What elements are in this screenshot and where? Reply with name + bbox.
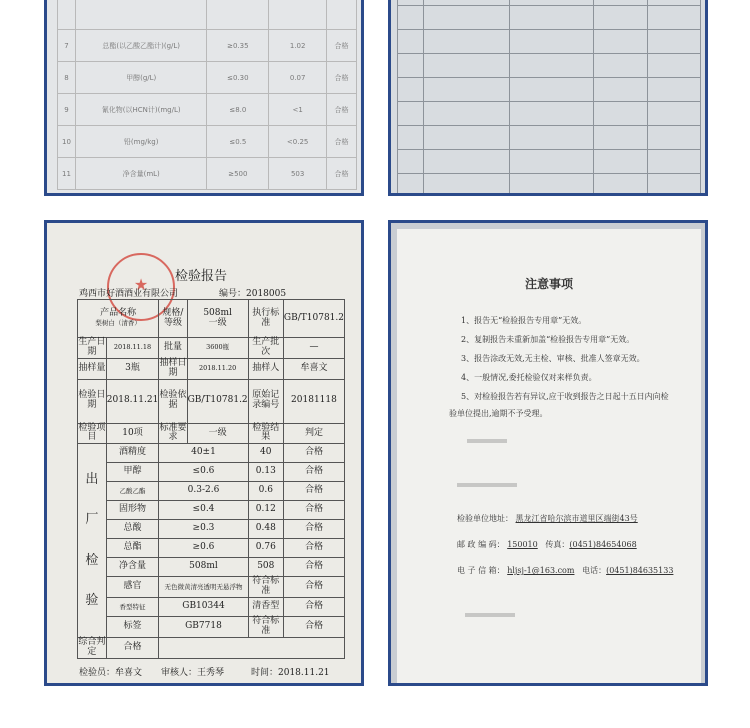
cell-name: 甲醇(g/L) (75, 62, 206, 94)
cell-name: 净含量(mL) (75, 158, 206, 190)
notice-item: 5、对检验报告若有异议,应于收到报告之日起十五日内向检 (461, 392, 669, 401)
cell-item: 净含量 (106, 558, 159, 577)
continuation-row (58, 126, 357, 158)
cell-result: 符合标准 (248, 577, 283, 598)
continuation-table (57, 0, 357, 190)
test-row (78, 463, 345, 482)
cell-item: 香型特征 (106, 598, 159, 617)
test-row (78, 520, 345, 539)
sample-qty-label: 抽样量 (78, 358, 107, 379)
items-count: 10项 (106, 423, 159, 444)
test-row (78, 539, 345, 558)
test-row (78, 577, 345, 598)
cell-req: ≤0.30 (207, 62, 269, 94)
overall-value: 合格 (106, 637, 159, 658)
photo-table-continuation (44, 0, 364, 196)
test-row (78, 558, 345, 577)
notice-item: 4、一般情况,委托检验仅对来样负责。 (461, 373, 597, 382)
cell-name: 总酯(以乙酸乙酯计)(g/L) (75, 30, 206, 62)
cell-item: 感官 (106, 577, 159, 598)
spec-value: 508ml 一级 (187, 300, 248, 338)
cell-req: 508ml (159, 558, 248, 577)
cell-judge: 合格 (283, 520, 344, 539)
cell-req: ≤0.6 (159, 463, 248, 482)
cell-judge: 合格 (327, 126, 357, 158)
cell-no: 11 (58, 158, 76, 190)
photo-inspection-report (44, 220, 364, 686)
cell-judge: 合格 (327, 62, 357, 94)
req-header: 标准要求 (159, 422, 187, 443)
notice-title: 注意事项 (524, 277, 573, 291)
overall-label: 综合判定 (78, 636, 106, 657)
result-header: 检验结果 (248, 423, 283, 444)
cell-item: 乙酸乙酯 (106, 482, 159, 501)
cell-no: 9 (58, 94, 76, 126)
email-phone-line: 电 子 信 箱： hljsj-1@163.com 电话：(0451)84635133 (457, 566, 674, 575)
product-name-label: 产品名称 梨树白（清香） (78, 300, 159, 338)
cell-req: GB7718 (159, 617, 248, 638)
cell-req: 0.3-2.6 (159, 482, 248, 501)
batch-qty-label: 批量 (159, 338, 187, 359)
cell-res (269, 0, 327, 30)
record-no-label: 原始记录编号 (248, 379, 283, 423)
cell-name: 铅(mg/kg) (75, 126, 206, 158)
cell-item: 总酯 (106, 539, 159, 558)
cell-req: ≥500 (207, 158, 269, 190)
cell-judge: 合格 (283, 539, 344, 558)
inspect-date-label: 检验日期 (78, 379, 107, 423)
cell-result: 0.12 (248, 501, 283, 520)
notice-item: 验单位提出,逾期不予受理。 (449, 409, 548, 418)
cell-no: 7 (58, 30, 76, 62)
cell-result: 0.76 (248, 539, 283, 558)
test-row (78, 501, 345, 520)
overall-blank (159, 637, 345, 658)
batch-no-label: 生产批次 (248, 338, 283, 359)
report-serial: 编号：2018005 (219, 289, 287, 299)
standard-label: 执行标准 (248, 300, 283, 338)
inspector: 检验员：牟喜文 (79, 668, 143, 678)
cell-res: 0.07 (269, 62, 327, 94)
cell-req: ≤8.0 (207, 94, 269, 126)
sample-qty-value: 3瓶 (106, 358, 159, 379)
cell-result: 0.48 (248, 520, 283, 539)
batch-no-value: — (283, 338, 344, 359)
prod-date-label: 生产日期 (78, 337, 106, 357)
blank-grid (397, 0, 701, 193)
report-title: 检验报告 (175, 269, 228, 284)
cell-res: <1 (269, 94, 327, 126)
cell-req: ≤0.4 (159, 501, 248, 520)
cell-result: 符合标准 (248, 617, 283, 638)
cell-no: 8 (58, 62, 76, 94)
cell-judge: 合格 (283, 444, 344, 463)
cell-no: 10 (58, 126, 76, 158)
test-row (78, 482, 345, 501)
prod-date-value: 2018.11.18 (106, 338, 159, 359)
cell-res: 503 (269, 158, 327, 190)
report-time: 时间：2018.11.21 (251, 668, 330, 678)
cell-name (75, 0, 206, 30)
continuation-row (58, 0, 357, 30)
company-seal-stamp: ★ (107, 253, 175, 321)
cell-req: 无色微黄清亮透明无悬浮物 (159, 577, 248, 598)
section-label: 出 厂 检 验 (78, 444, 107, 638)
basis-value: GB/T10781.2 (187, 379, 248, 423)
cell-judge: 合格 (283, 463, 344, 482)
cell-judge: 合格 (283, 598, 344, 617)
items-label: 检验项目 (78, 422, 106, 443)
cell-judge (327, 0, 357, 30)
cell-res: 1.02 (269, 30, 327, 62)
photo-blank-grid-page (388, 0, 708, 196)
continuation-row (58, 158, 357, 190)
basis-label: 检验依据 (159, 379, 187, 423)
standard-value: GB/T10781.2 (283, 300, 344, 338)
address-line: 检验单位地址： 黑龙江省哈尔滨市道里区端街43号 (457, 514, 638, 523)
cell-result: 40 (248, 444, 283, 463)
cell-judge: 合格 (283, 482, 344, 501)
continuation-row (58, 30, 357, 62)
report-table (77, 299, 345, 659)
cell-judge: 合格 (327, 158, 357, 190)
cell-judge: 合格 (327, 94, 357, 126)
reviewer: 审核人：王秀琴 (161, 668, 225, 678)
cell-req: 40±1 (159, 444, 248, 463)
cell-req (207, 0, 269, 30)
cell-req: ≤0.5 (207, 126, 269, 158)
notice-page (397, 229, 701, 683)
cell-result: 0.13 (248, 463, 283, 482)
company-name: 鸡西市好酒酒业有限公司 (79, 289, 179, 299)
inspect-date-value: 2018.11.21 (106, 379, 159, 423)
cell-req: ≥0.35 (207, 30, 269, 62)
cell-name: 氰化物(以HCN计)(mg/L) (75, 94, 206, 126)
notice-item: 1、报告无“检验报告专用章”无效。 (461, 316, 587, 325)
cell-item: 总酸 (106, 520, 159, 539)
cell-req: GB10344 (159, 598, 248, 617)
cell-item: 标签 (106, 617, 159, 638)
continuation-row (58, 62, 357, 94)
cell-req: ≥0.3 (159, 520, 248, 539)
cell-result: 508 (248, 558, 283, 577)
sample-date-label: 抽样日期 (159, 357, 187, 378)
record-no-value: 20181118 (283, 379, 344, 423)
test-row (78, 598, 345, 617)
cell-result: 清香型 (248, 598, 283, 617)
postcode-fax-line: 邮 政 编 码： 150010 传真：(0451)84654068 (457, 540, 637, 549)
cell-no (58, 0, 76, 30)
sample-date-value: 2018.11.20 (187, 358, 248, 379)
cell-result: 0.6 (248, 482, 283, 501)
cell-judge: 合格 (283, 501, 344, 520)
test-row (78, 617, 345, 638)
cell-item: 酒精度 (106, 444, 159, 463)
sampler-label: 抽样人 (248, 358, 283, 379)
spec-label: 规格/等级 (159, 300, 187, 338)
sampler-value: 牟喜文 (283, 358, 344, 379)
notice-item: 3、报告涂改无效,无主检、审核、批准人签章无效。 (461, 354, 645, 363)
batch-qty-value: 3600瓶 (187, 338, 248, 359)
photo-notice-page (388, 220, 708, 686)
cell-item: 甲醇 (106, 463, 159, 482)
cell-judge: 合格 (283, 617, 344, 638)
cell-item: 固形物 (106, 501, 159, 520)
cell-req: ≥0.6 (159, 539, 248, 558)
notice-item: 2、复制报告未重新加盖“检验报告专用章”无效。 (461, 335, 635, 344)
cell-judge: 合格 (327, 30, 357, 62)
inspection-report (47, 223, 361, 683)
grade-header: 一级 (187, 423, 248, 444)
cell-judge: 合格 (283, 558, 344, 577)
judge-header: 判定 (283, 423, 344, 444)
continuation-row (58, 94, 357, 126)
cell-res: <0.25 (269, 126, 327, 158)
test-row (78, 444, 345, 463)
cell-judge: 合格 (283, 577, 344, 598)
